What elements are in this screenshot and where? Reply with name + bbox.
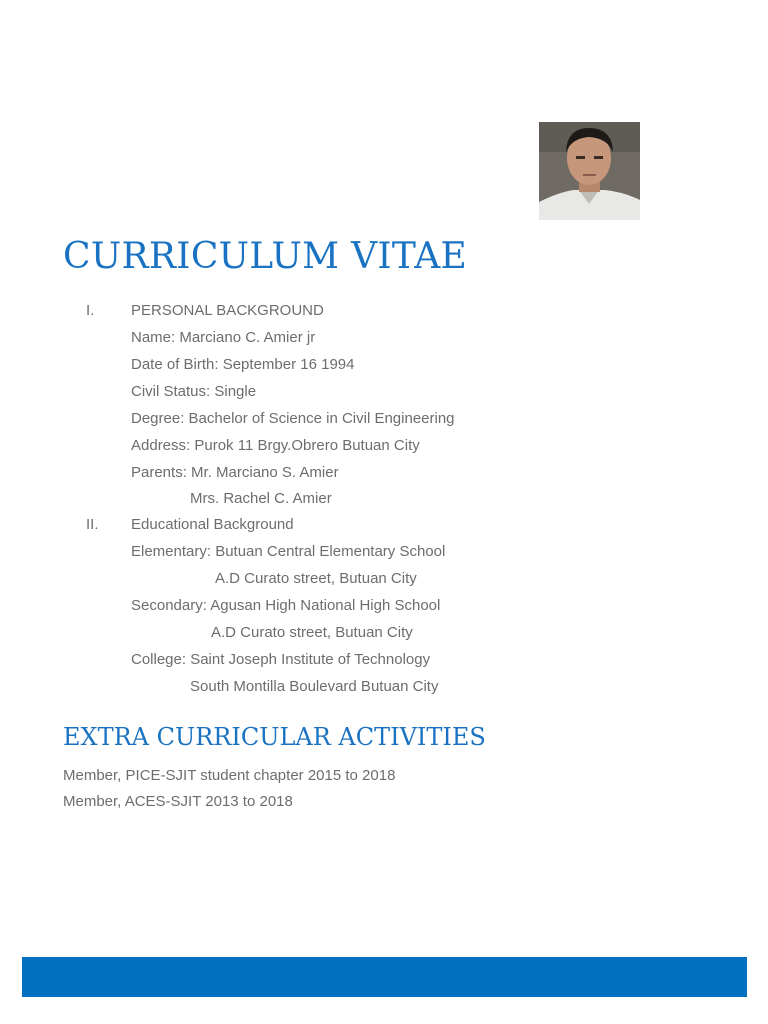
civil-status-line: Civil Status: Single [131,383,257,400]
activity-item: Member, PICE-SJIT student chapter 2015 to 2018 [63,767,396,784]
college-line: College: Saint Joseph Institute of Technology [131,651,431,668]
section-numeral-1: I. [86,302,95,319]
section-heading-personal: PERSONAL BACKGROUND [131,302,324,319]
name-line: Name: Marciano C. Amier jr [131,329,316,346]
secondary-address-line: A.D Curato street, Butuan City [211,624,413,641]
elementary-line: Elementary: Butuan Central Elementary School [131,543,446,560]
section-numeral-2: II. [86,516,99,533]
address-line: Address: Purok 11 Brgy.Obrero Butuan City [131,437,420,454]
extra-curricular-heading: EXTRA CURRICULAR ACTIVITIES [63,723,486,751]
section-heading-education: Educational Background [131,516,294,533]
profile-photo [539,122,640,220]
footer-bar [22,957,747,997]
college-address-line: South Montilla Boulevard Butuan City [190,678,439,695]
parents-line-2: Mrs. Rachel C. Amier [190,490,332,507]
secondary-line: Secondary: Agusan High National High School [131,597,441,614]
activity-item: Member, ACES-SJIT 2013 to 2018 [63,793,293,810]
document-title: CURRICULUM VITAE [63,236,468,277]
dob-line: Date of Birth: September 16 1994 [131,356,355,373]
parents-line-1: Parents: Mr. Marciano S. Amier [131,464,339,481]
degree-line: Degree: Bachelor of Science in Civil Engineering [131,410,455,427]
elementary-address-line: A.D Curato street, Butuan City [215,570,417,587]
